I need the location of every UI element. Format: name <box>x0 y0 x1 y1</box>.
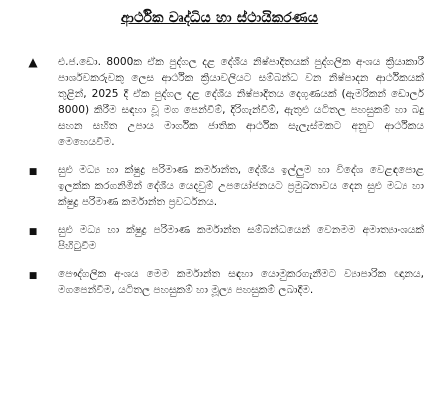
triangle-bullet-icon: ▲ <box>28 55 38 69</box>
list-item-text: පෞද්ගලික අංශය මෙම කර්මාන්ත සඳහා යොමුකරගැනීමට ව්‍යාපාරික ඥානය, මගපෙන්වීම, යටිතල පහසුකම් හා මූල්‍ය පහසුකම් ලබාදීම. <box>58 268 424 296</box>
list-item <box>26 162 424 210</box>
list-item-text: සුළු මධ්‍ය හා ක්ෂුද්‍ර පරිමාණ කර්මාන්ත සම්බන්ධයෙන් වෙනමම අමාත්‍යාංශයක් පිහිටුවීම <box>58 224 424 252</box>
list-item <box>26 266 424 298</box>
bullet-list <box>26 54 424 310</box>
list-item <box>26 54 424 150</box>
list-item <box>26 222 424 254</box>
square-bullet-icon: ■ <box>28 167 38 177</box>
page-title: ආර්ථික වෘද්ධිය හා ස්ථායිකරණය <box>120 10 319 26</box>
square-bullet-icon: ■ <box>28 271 38 281</box>
list-item-text: සුළු මධ්‍ය හා ක්ෂුද්‍ර පරිමාණ කර්මාන්ත, දේශීය ඉල්ලුම හා විදේශ වෙළඳපොළ ඉලක්ක කරගනිමින් දේශීය යෙදවුම් උපයෝජනයට ප්‍රමුඛතාවය දෙන සුළු මධ්‍ය හා ක්ෂුද්‍ර පරිමාණ කර්මාන්ත ප්‍රවර්ධනය. <box>58 164 424 208</box>
square-bullet-icon: ■ <box>28 227 38 237</box>
list-item-text: එ.ජ.ඩො. 8000ක ඒක පුද්ගල දළ දේශීය නිෂ්පාදිතයක් පුද්ගලික අංශය ක්‍රියාකාරී පාර්ශවකරුවකු ලෙස ආර්ථික ක්‍රියාවලියට සම්බන්ධ වන නිෂ්පාදන ආර්ථිකයක් තුළින්, 2025 දී ඒක පුද්ගල දළ දේශීය නිෂ්පාදිතය දෙගුණයක් (ඇමරිකන් ඩොලර් 8000) කිරීම සඳහා වූ මග පෙන්වීම්, දිරිගැන්වීම්, ඇතුළු යටිතල පහසුකම් හා බදු සහන සහිත උපාය මාර්ගික ජාතික ආර්ථික සැලැස්මකට අනුව ආර්ථිකය මෙහෙයවීම. <box>58 56 424 148</box>
